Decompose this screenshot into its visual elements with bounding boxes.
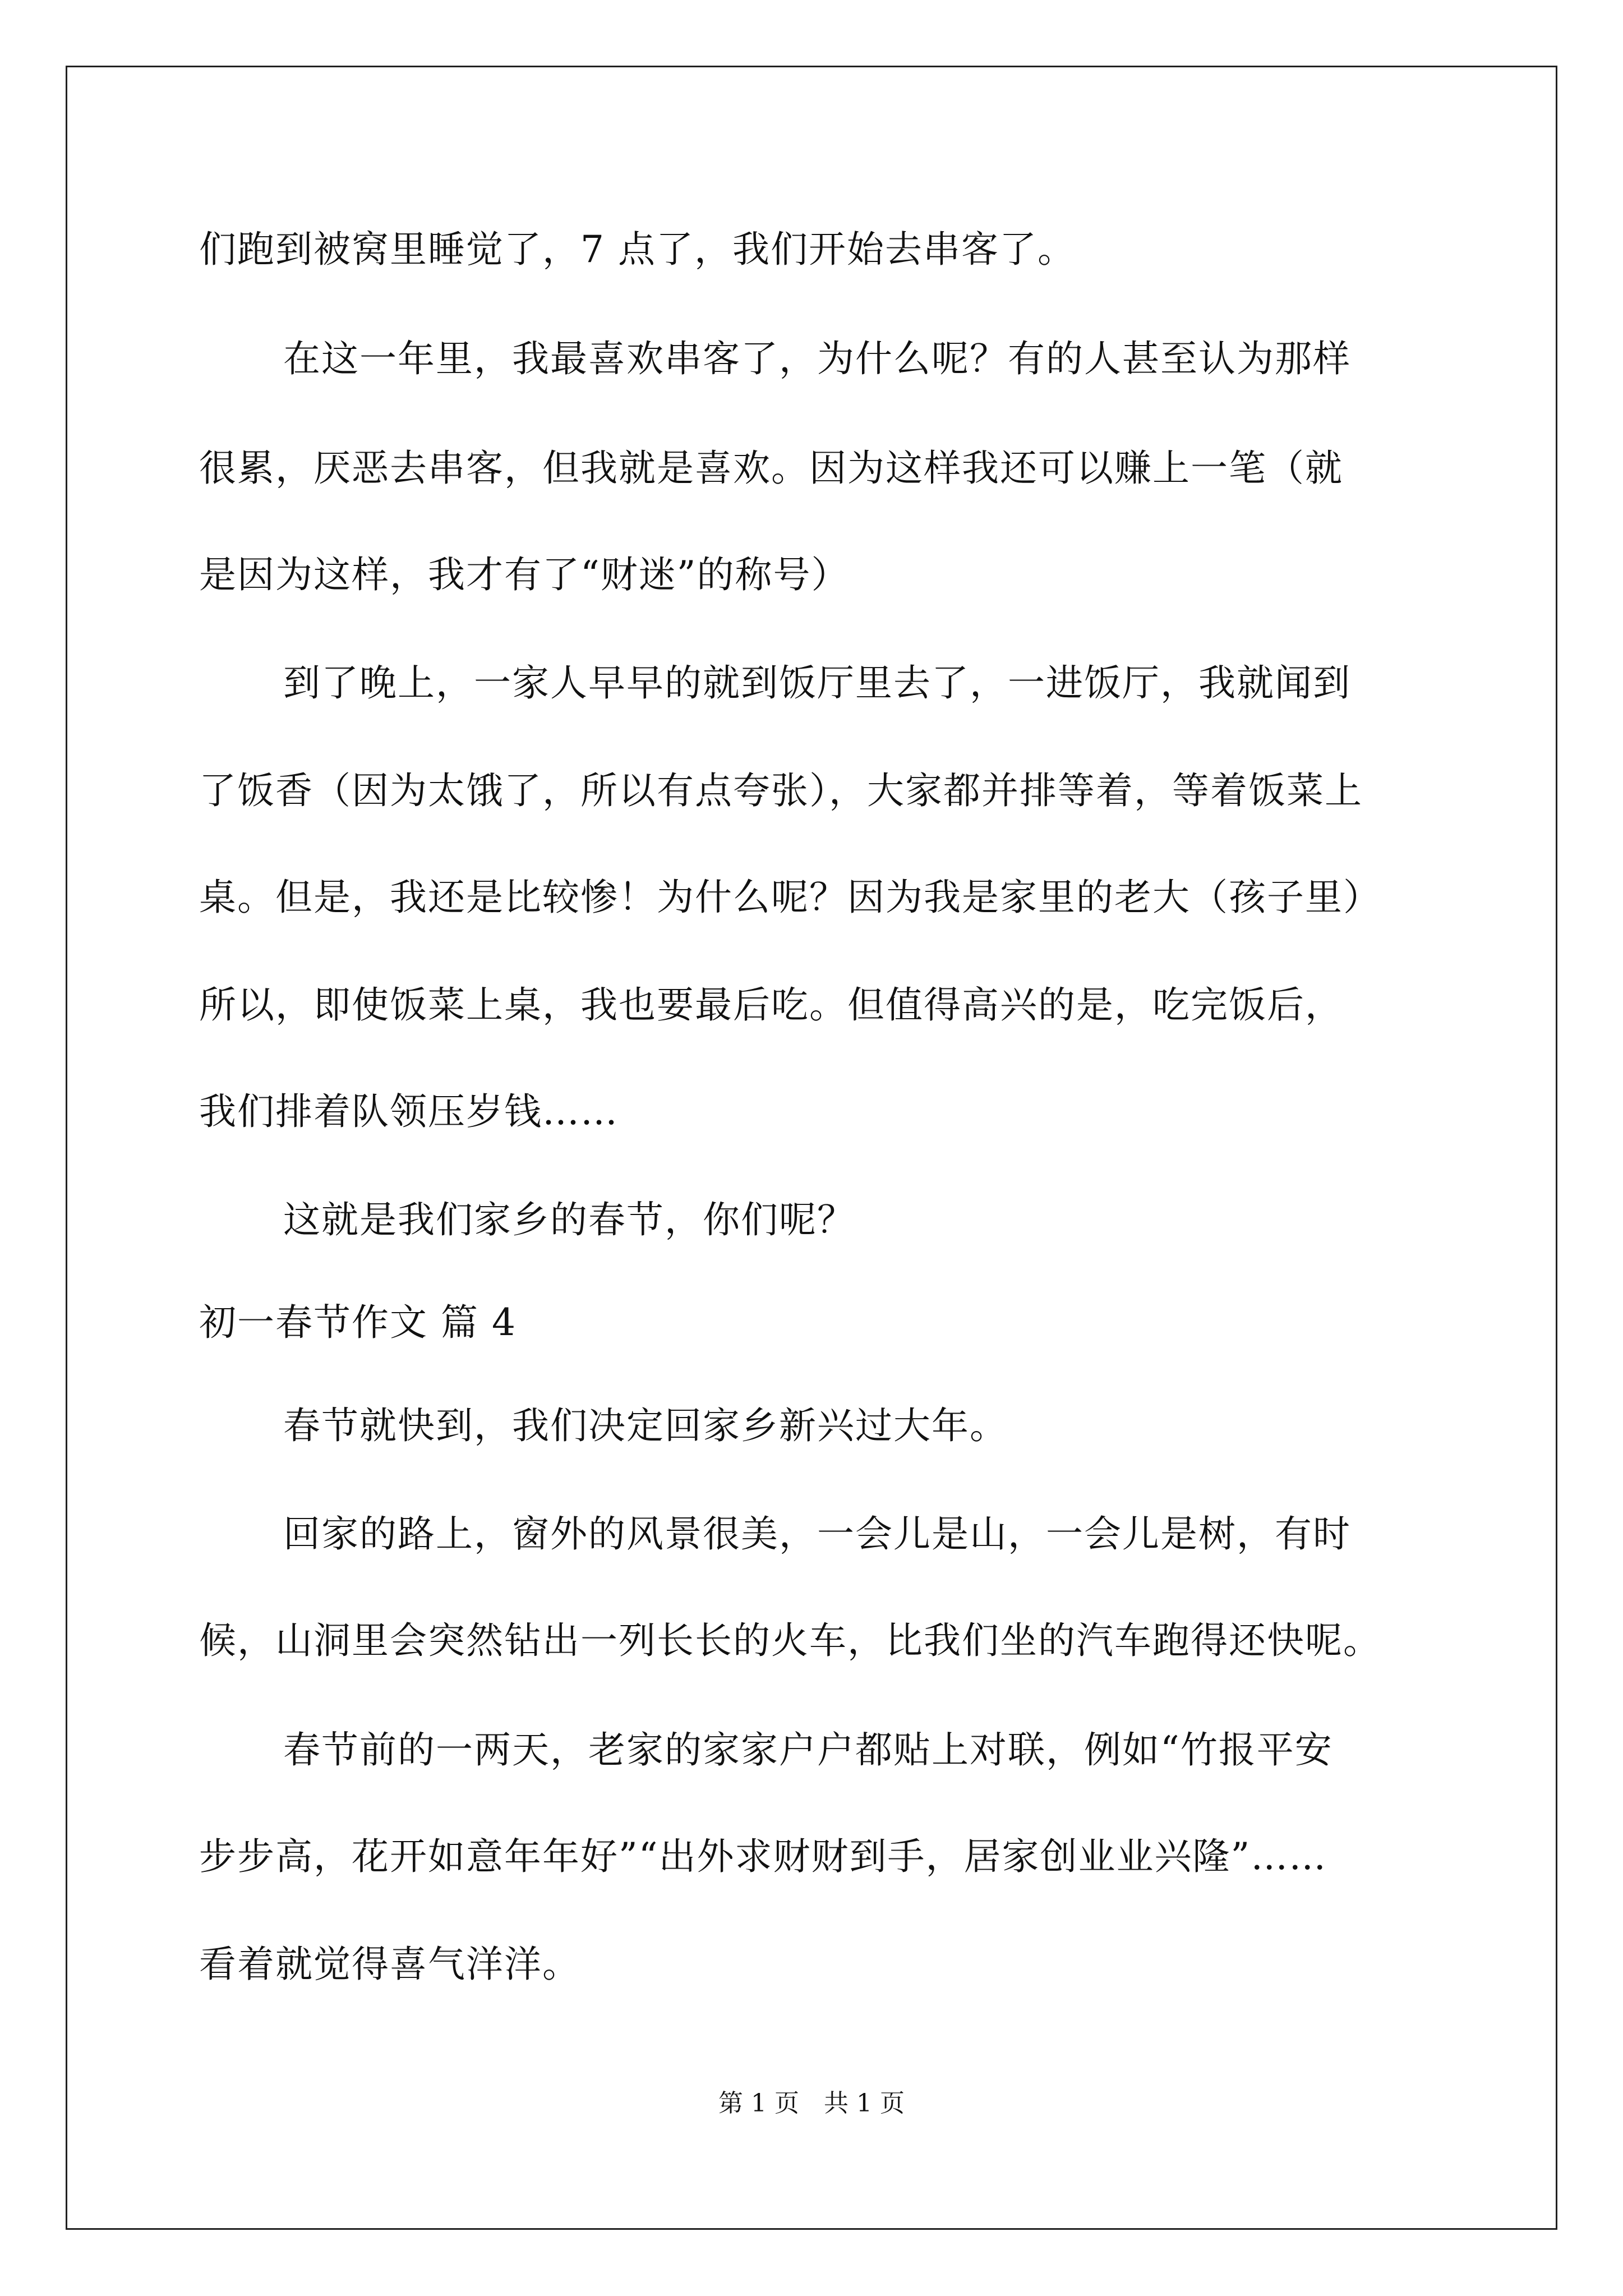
paragraph-line: 所以，即使饭菜上桌，我也要最后吃。但值得高兴的是，吃完饭后， [199,983,1343,1027]
page-border [66,66,1557,2230]
paragraph-line: 很累，厌恶去串客，但我就是喜欢。因为这样我还可以赚上一笔（就 [199,447,1343,490]
paragraph-line: 春节前的一两天，老家的家家户户都贴上对联，例如“竹报平安 [283,1728,1333,1772]
section-heading: 初一春节作文 篇 4 [199,1301,517,1344]
page-number-footer: 第 1 页 共 1 页 [718,2089,905,2118]
paragraph-line: 我们排着队领压岁钱…… [199,1090,619,1133]
paragraph-line: 这就是我们家乡的春节，你们呢？ [283,1198,855,1241]
paragraph-line: 是因为这样，我才有了“财迷”的称号） [199,553,850,596]
paragraph-line: 在这一年里，我最喜欢串客了，为什么呢？有的人甚至认为那样 [283,337,1351,380]
paragraph-line: 看着就觉得喜气洋洋。 [199,1943,580,1986]
paragraph-line: 们跑到被窝里睡觉了，7 点了，我们开始去串客了。 [199,228,1076,271]
paragraph-line: 回家的路上，窗外的风景很美，一会儿是山，一会儿是树，有时 [283,1512,1351,1556]
paragraph-line: 到了晚上，一家人早早的就到饭厅里去了，一进饭厅，我就闻到 [283,661,1351,705]
paragraph-line: 了饭香（因为太饿了，所以有点夸张），大家都并排等着，等着饭菜上 [199,769,1363,812]
paragraph-line: 候，山洞里会突然钻出一列长长的火车，比我们坐的汽车跑得还快呢。 [199,1619,1381,1662]
paragraph-line: 春节就快到，我们决定回家乡新兴过大年。 [283,1404,1008,1447]
paragraph-line: 步步高，花开如意年年好”“出外求财财到手，居家创业业兴隆”…… [199,1835,1327,1878]
paragraph-line: 桌。但是，我还是比较惨！为什么呢？因为我是家里的老大（孩子里） [199,876,1381,919]
